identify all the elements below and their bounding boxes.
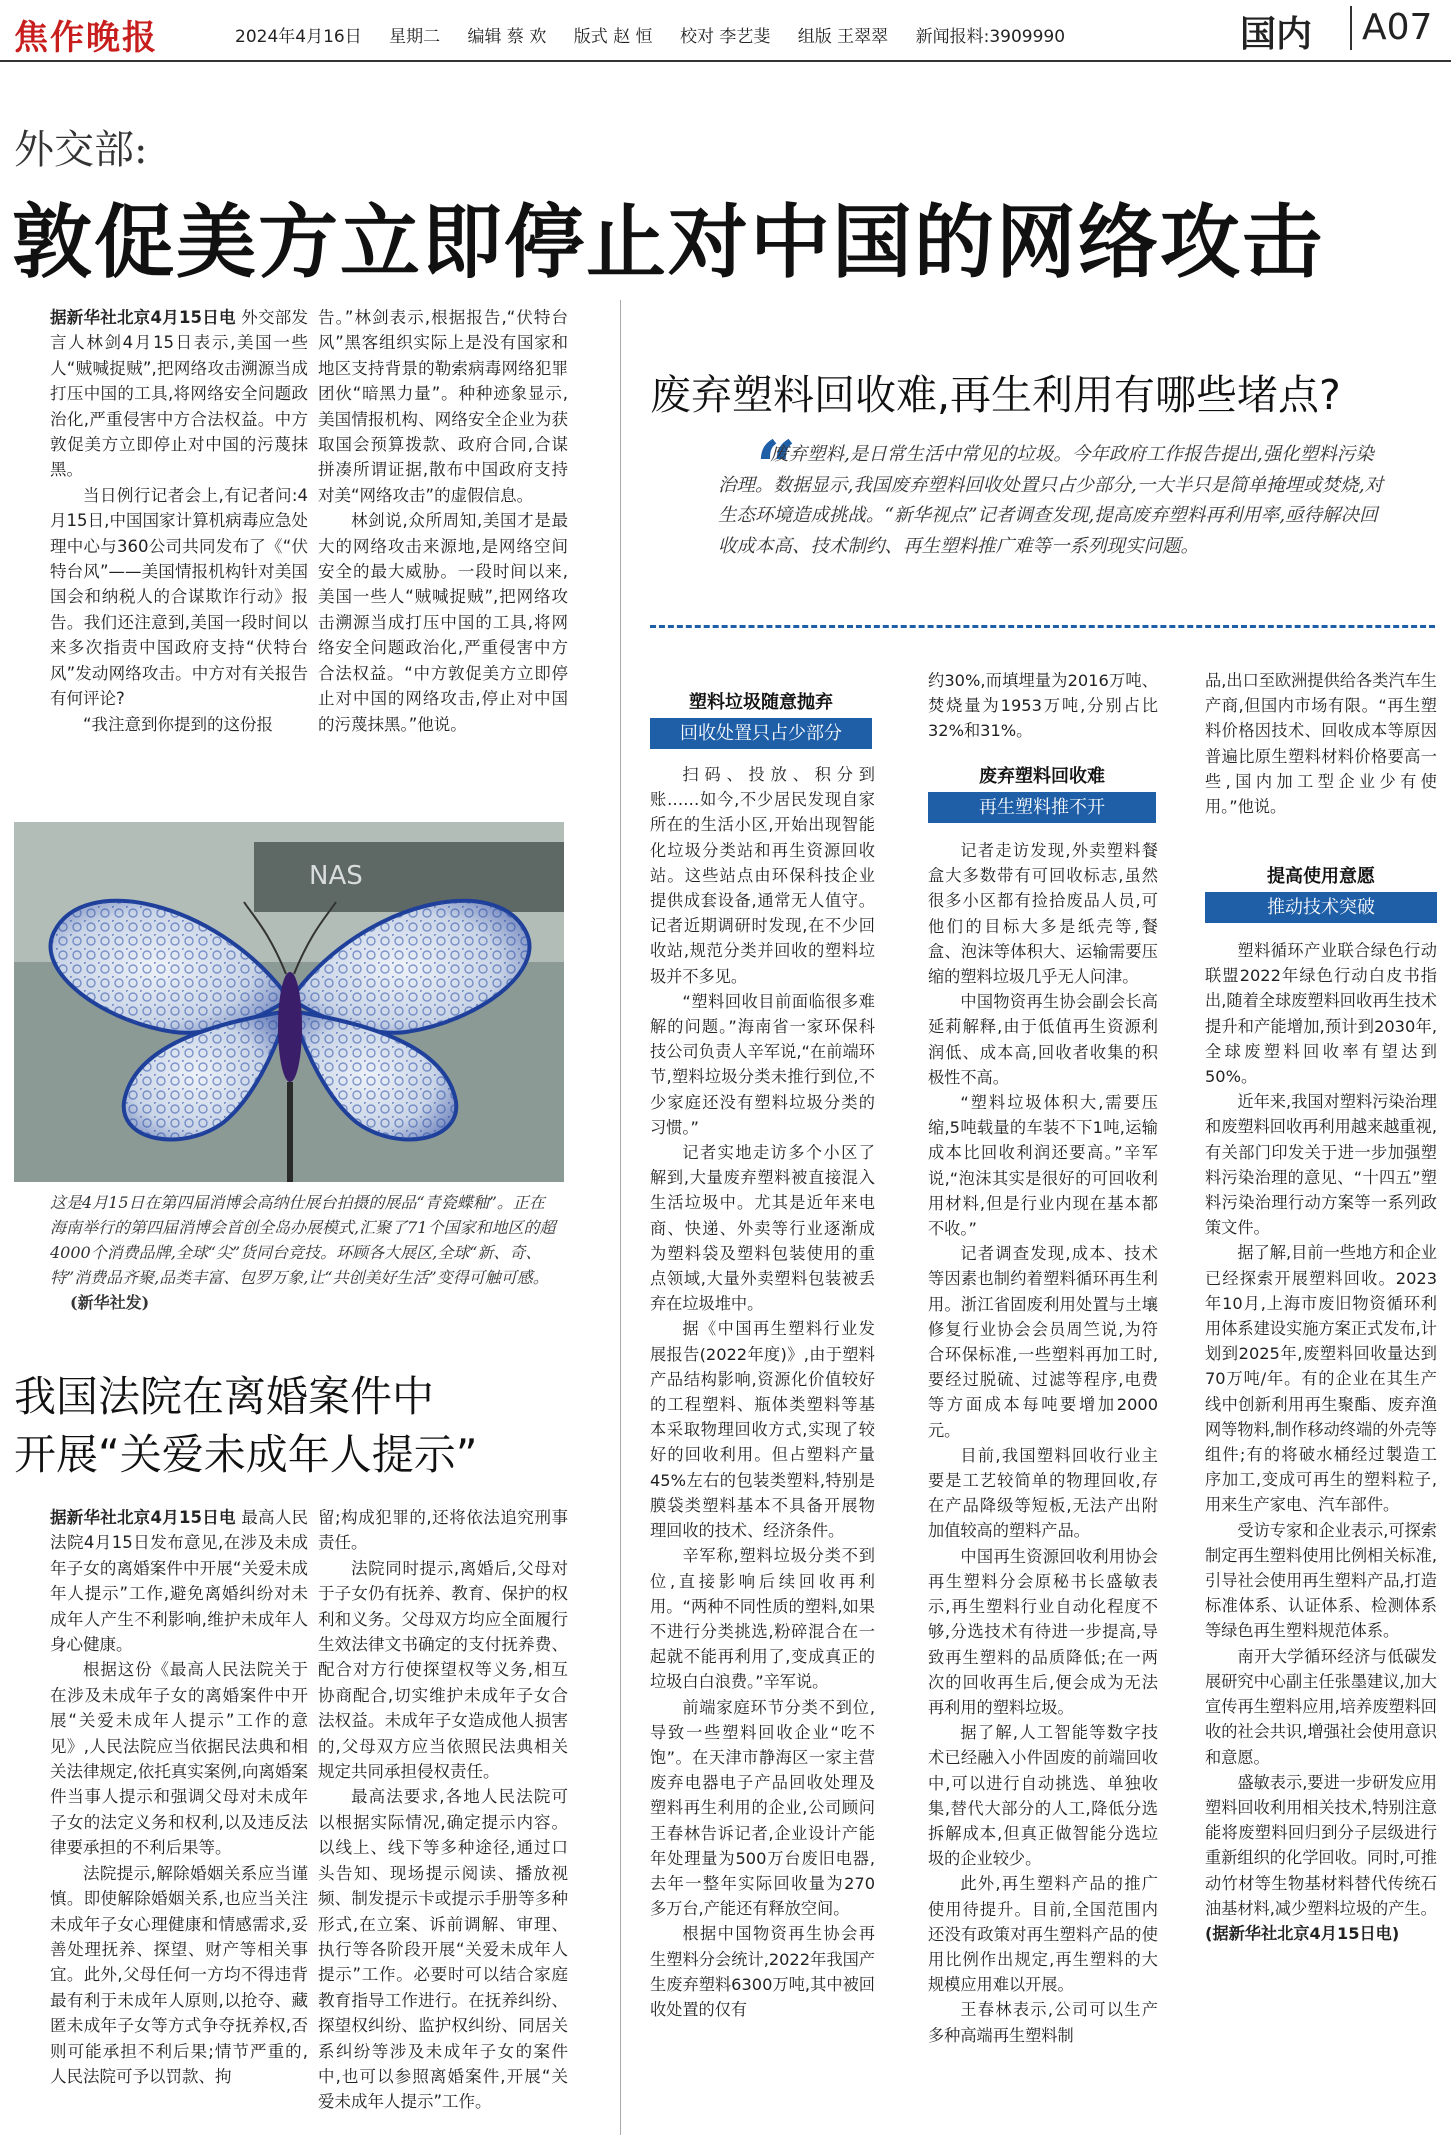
paragraph: 南开大学循环经济与低碳发展研究中心副主任张墨建议,加大宣传再生塑料应用,培养废塑料回收的社会共识,增强社会使用意识和意愿。 (1205, 1646, 1437, 1767)
subhead-2-title: 废弃塑料回收难 (979, 766, 1105, 787)
paragraph: 记者调查发现,成本、技术等因素也制约着塑料循环再生利用。浙江省固废利用处置与土壤修复行业协会会员周竺说,为符合环保标准,一些塑料再加工时,要经过脱硫、过滤等程序,电费等方面成本每吨要增加2000元。 (928, 1244, 1158, 1440)
subhead-3-title: 提高使用意愿 (1267, 866, 1375, 887)
paragraph: 据了解,目前一些地方和企业已经探索开展塑料回收。2023年10月,上海市废旧物资循环利用体系建设实施方案正式发布,计划到2025年,废塑料回收量达到70万吨/年。有的企业在其生产线中创新利用再生聚酯、废弃渔网等物料,制作移动终端的外壳等组件;有的将破水桶经过製造工序加工,变成可再生的塑料粒子,用来生产家电、汽车部件。 (1205, 1243, 1437, 1515)
subhead-2-label: 再生塑料推不开 (928, 792, 1156, 823)
paragraph: 记者实地走访多个小区了解到,大量废弃塑料被直接混入生活垃圾中。尤其是近年来电商、快递、外卖等行业逐渐成为塑料袋及塑料包装使用的重点领域,大量外卖塑料包装被丢弃在垃圾堆中。 (650, 1143, 875, 1314)
article1-column-1 (50, 305, 308, 737)
article1-headline: 敦促美方立即停止对中国的网络攻击 (12, 196, 1324, 289)
paragraph (50, 305, 308, 483)
paragraph: 法院同时提示,离婚后,父母对于子女仍有抚养、教育、保护的权利和义务。父母双方均应全面履行生效法律文书确定的支付抚养费、配合对方行使探望权等义务,相互协商配合,切实维护未成年子女合法权益。未成年子女造成他人损害的,父母双方应当依照民法典相关规定共同承担侵权责任。 (318, 1558, 568, 1782)
paragraph: 此外,再生塑料产品的推广使用待提升。目前,全国范围内还没有政策对再生塑料产品的使用比例作出规定,再生塑料的大规模应用难以开展。 (928, 1874, 1158, 1995)
article3-column-3 (1205, 938, 1437, 1946)
paragraph: “我注意到你提到的这份报 (83, 714, 274, 734)
paragraph: 目前,我国塑料回收行业主要是工艺较简单的物理回收,存在产品降级等短板,无法产出附加值较高的塑料产品。 (928, 1445, 1158, 1541)
paragraph: 盛敏表示,要进一步研发应用塑料回收利用相关技术,特别注意能将废塑料回归到分子层级进行重新组织的化学回收。同时,可推动竹材等生物基材料替代传统石油基材料,减少塑料垃圾的产生。 (1205, 1772, 1437, 1918)
article3-column-3-top (1205, 668, 1437, 819)
subhead-3-label: 推动技术突破 (1205, 892, 1437, 923)
section-name: 国内 (1240, 14, 1313, 55)
paragraph: 根据中国物资再生协会再生塑料分会统计,2022年我国产生废弃塑料6300万吨,其中被回收处置的仅有 (650, 1924, 875, 2019)
editor-credit: 编辑 蔡 欢 (467, 27, 547, 47)
paragraph: 近年来,我国对塑料污染治理和废塑料回收再利用越来越重视,有关部门印发关于进一步加强塑料污染治理的意见、“十四五”塑料污染治理行动方案等一系列政策文件。 (1205, 1092, 1437, 1238)
paragraph: 中国物资再生协会副会长高延莉解释,由于低值再生资源利润低、成本高,回收者收集的积极性不高。 (928, 992, 1158, 1087)
butterfly-jewelry-image (14, 822, 564, 1182)
paragraph: 据《中国再生塑料行业发展报告(2022年度)》,由于塑料产品结构影响,资源化价值较好的工程塑料、瓶体类塑料等基本采取物理回收方式,实现了较好的回收利用。但占塑料产量45%左右的包装类塑料,特别是膜袋类塑料基本不具备开展物理回收的技术、经济条件。 (650, 1319, 875, 1541)
quote-mark-icon: “ (756, 425, 797, 508)
paragraph: “塑料回收目前面临很多难解的问题。”海南省一家环保科技公司负责人辛军说,“在前端环节,塑料垃圾分类未推行到位,不少家庭还没有塑料垃圾分类的习惯。” (650, 991, 875, 1137)
article3-column-2 (928, 838, 1158, 2048)
paragraph: “塑料垃圾体积大,需要压缩,5吨载量的车装不下1吨,运输成本比回收利润还要高。”辛军说,“泡沫其实是很好的可回收利用材料,但是行业内现在基本都不收。” (928, 1093, 1158, 1239)
intro-divider (650, 625, 1435, 628)
paragraph: 最高法要求,各地人民法院可以根据实际情况,确定提示内容。以线上、线下等多种途径,通过口头告知、现场提示阅读、播放视频、制发提示卡或提示手册等多种形式,在立案、诉前调解、审理、执行等各阶段开展“关爱未成年人提示”工作。必要时可以结合家庭教育指导工作进行。在抚养纠纷、探望权纠纷、监护权纠纷、同居关系纠纷等涉及未成年子女的案件中,也可以参照离婚案件,开展“关爱未成年人提示”工作。 (318, 1787, 568, 2112)
paragraph: 记者走访发现,外卖塑料餐盒大多数带有可回收标志,虽然很多小区都有捡拾废品人员,可他们的目标大多是纸壳等,餐盒、泡沫等体积大、运输需要压缩的塑料垃圾几乎无人问津。 (928, 841, 1158, 987)
paragraph: 受访专家和企业表示,可探索制定再生塑料使用比例相关标准,引导社会使用再生塑料产品,打造标准体系、认证体系、检测体系等绿色再生塑料规范体系。 (1205, 1520, 1437, 1641)
paragraph: 留;构成犯罪的,还将依法追究刑事责任。 (318, 1508, 568, 1553)
page-number: A07 (1350, 6, 1432, 50)
issue-weekday: 星期二 (389, 27, 441, 47)
article1-kicker: 外交部: (14, 127, 148, 173)
paragraph: 王春林表示,公司可以生产多种高端再生塑料制 (928, 2000, 1158, 2045)
booth-sign: NAS (309, 861, 363, 891)
paragraph: 据了解,人工智能等数字技术已经融入小件固废的前端回收中,可以进行自动挑选、单独收集,替代大部分的人工,降低分选拆解成本,但真正做智能分选垃圾的企业较少。 (928, 1723, 1158, 1869)
paragraph: 约30%,而填埋量为2016万吨、焚烧量为1953万吨,分别占比32%和31%。 (928, 671, 1158, 741)
article3-column-1 (650, 762, 875, 2022)
photo-credit: (新华社发) (70, 1293, 150, 1312)
article3-headline: 废弃塑料回收难,再生利用有哪些堵点? (650, 371, 1341, 419)
masthead (0, 0, 1451, 62)
article2-column-2 (318, 1505, 568, 2115)
paragraph: 根据这份《最高人民法院关于在涉及未成年子女的离婚案件中开展“关爱未成年人提示”工作的意见》,人民法院应当依据民法典和相关法律规定,依托真实案例,向离婚案件当事人提示和强调父母对未成年子女的法定义务和权利,以及违反法律要承担的不利后果等。 (50, 1660, 308, 1858)
news-photo (14, 822, 564, 1182)
subhead-1-label: 回收处置只占少部分 (650, 718, 872, 749)
subhead-1-title: 塑料垃圾随意抛弃 (689, 692, 833, 713)
hotline: 新闻报料:3909990 (915, 27, 1066, 47)
paragraph: 告。”林剑表示,根据报告,“伏特台风”黑客组织实际上是没有国家和地区支持背景的勒索病毒网络犯罪团伙“暗黑力量”。种种迹象显示,美国情报机构、网络安全企业为获取国会预算拨款、政府合同,合谋拼凑所谓证据,散布中国政府支持对美“网络攻击”的虚假信息。 (318, 308, 568, 505)
paragraph: 中国再生资源回收利用协会再生塑料分会原秘书长盛敏表示,再生塑料行业自动化程度不够,分选技术有待进一步提高,导致再生塑料的品质降低;在一两次的回收再生后,便会成为无法再利用的塑料垃圾。 (928, 1546, 1158, 1717)
column-divider (620, 300, 621, 2135)
article2-column-1 (50, 1505, 308, 2089)
proof-credit: 校对 李艺斐 (679, 27, 771, 47)
article1-column-2 (318, 305, 568, 737)
dateline: 据新华社北京4月15日电 (50, 1508, 236, 1527)
paragraph: 当日例行记者会上,有记者问:4月15日,中国国家计算机病毒应急处理中心与360公司共同发布了《“伏特台风”——美国情报机构针对美国国会和纳税人的合谋欺诈行动》报告。我们还注意到,美国一段时间以来多次指责中国政府支持“伏特台风”发动网络攻击。中方对有关报告有何评论? (50, 485, 308, 709)
article3-column-2-top (928, 668, 1158, 744)
intro-text: 废弃塑料,是日常生活中常见的垃圾。今年政府工作报告提出,强化塑料污染治理。数据显示,我国废弃塑料回收处置只占少部分,一大半只是简单掩埋或焚烧,对生态环境造成挑战。“新华视点”记者调查发现,提高废弃塑料再利用率,亟待解决回收成本高、技术制约、再生塑料推广难等一系列现实问题。 (718, 444, 1384, 557)
caption-text: 这是4月15日在第四届消博会高纳仕展台拍摄的展品“青瓷蝶釉”。正在海南举行的第四届消博会首创全岛办展模式,汇聚了71个国家和地区的超4000个消费品牌,全球“尖”货同台竞技。环顾各大展区,全球“新、奇、特”消费品齐聚,品类丰富、包罗万象,让“共创美好生活”变得可触可感。 (50, 1193, 556, 1287)
article3-credit: (据新华社北京4月15日电) (1205, 1923, 1400, 1943)
issue-date: 2024年4月16日 (235, 27, 362, 47)
paragraph: 林剑说,众所周知,美国才是最大的网络攻击来源地,是网络空间安全的最大威胁。一段时间以来,美国一些人“贼喊捉贼”,把网络攻击溯源当成打压中国的工具,将网络安全问题政治化,严重侵害中方合法权益。“中方敦促美方立即停止对中国的网络攻击,停止对中国的污蔑抹黑。”他说。 (318, 511, 568, 734)
paragraph: 品,出口至欧洲提供给各类汽车生产商,但国内市场有限。“再生塑料价格因技术、回收成本等原因普遍比原生塑料材料价格要高一些,国内加工型企业少有使用。”他说。 (1205, 671, 1437, 817)
newspaper-logo: 焦作晚报 (14, 18, 158, 58)
paragraph: 辛军称,塑料垃圾分类不到位,直接影响后续回收再利用。“两种不同性质的塑料,如果不进行分类挑选,粉碎混合在一起就不能再利用了,变成真正的垃圾白白浪费。”辛军说。 (650, 1546, 875, 1692)
paragraph-text: 外交部发言人林剑4月15日表示,美国一些人“贼喊捉贼”,把网络攻击溯源当成打压中国的工具,将网络安全问题政治化,严重侵害中方合法权益。中方敦促美方立即停止对中国的污蔑抹黑。 (50, 308, 308, 480)
layout-credit: 版式 赵 恒 (573, 27, 653, 47)
dateline: 据新华社北京4月15日电 (50, 308, 236, 327)
paragraph: 扫码、投放、积分到账……如今,不少居民发现自家所在的生活小区,开始出现智能化垃圾分类站和再生资源回收站。这些站点由环保科技企业提供成套设备,通常无人值守。记者近期调研时发现,在不少回收站,规范分类并回收的塑料垃圾并不多见。 (650, 765, 875, 986)
paragraph: 法院提示,解除婚姻关系应当谨慎。即使解除婚姻关系,也应当关注未成年子女心理健康和情感需求,妥善处理抚养、探望、财产等相关事宜。此外,父母任何一方均不得违背最有利于未成年人原则,以抢夺、藏匿未成年子女等方式争夺抚养权,否则可能承担不利后果;情节严重的,人民法院可予以罚款、拘 (50, 1863, 308, 2086)
headline-line: 开展“关爱未成年人提示” (14, 1430, 478, 1479)
paragraph: 前端家庭环节分类不到位,导致一些塑料回收企业“吃不饱”。在天津市静海区一家主营废弃电器电子产品回收处理及塑料再生利用的企业,公司顾问王春林告诉记者,企业设计产能年处理量为500万台废旧电器,去年一整年实际回收量为270多万台,产能还有释放空间。 (650, 1697, 875, 1919)
paragraph-text: 最高人民法院4月15日发布意见,在涉及未成年子女的离婚案件中开展“关爱未成年人提示”工作,避免离婚纠纷对未成年人产生不利影响,维护未成年人身心健康。 (50, 1508, 308, 1655)
article3-intro (718, 440, 1388, 562)
article2-headline (14, 1368, 574, 1484)
photo-caption (50, 1190, 560, 1315)
issue-info (235, 22, 1087, 47)
headline-line: 我国法院在离婚案件中 (14, 1372, 435, 1421)
paragraph (50, 1505, 308, 1657)
group-credit: 组版 王翠翠 (797, 27, 889, 47)
paragraph: 塑料循环产业联合绿色行动联盟2022年绿色行动白皮书指出,随着全球废塑料回收再生技术提升和产能增加,预计到2030年,全球废塑料回收率有望达到50%。 (1205, 941, 1437, 1087)
